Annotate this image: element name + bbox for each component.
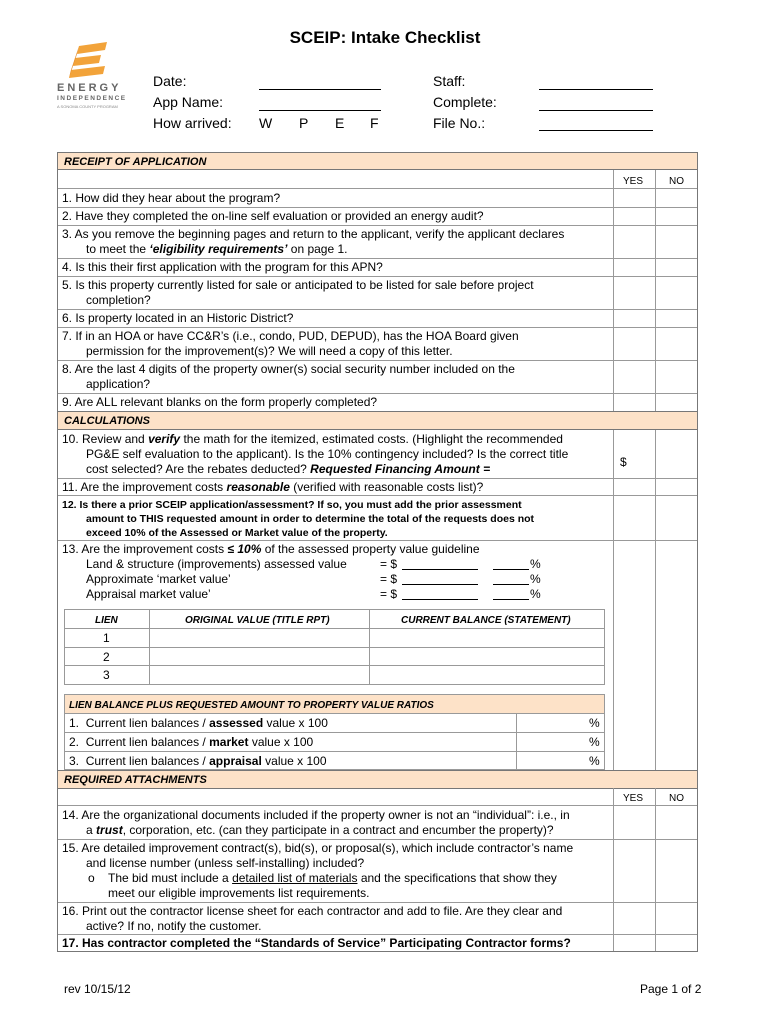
ratio-row-3: [69, 754, 327, 768]
financing-dollar[interactable]: $: [620, 455, 627, 469]
item-16-cont: active? If no, notify the customer.: [86, 919, 262, 933]
ratio-pct-2: %: [589, 735, 600, 749]
item-6: 6. Is property located in an Historic District?: [62, 311, 294, 325]
yes-header-2: YES: [623, 793, 644, 804]
pct-2: %: [530, 572, 541, 586]
amount-field-3[interactable]: [402, 599, 478, 600]
method-e[interactable]: E: [335, 115, 345, 131]
ratio-row-a: Current lien balances /: [85, 735, 206, 749]
bullet-o: o: [88, 871, 95, 885]
item-10-a: 10. Review and: [62, 432, 145, 446]
item-10-verify: verify: [148, 432, 181, 446]
item-13-a: 13. Are the improvement costs: [62, 542, 225, 556]
ratio-row-num: 1.: [69, 716, 80, 730]
item-15: 15. Are detailed improvement contract(s), bid(s), or proposal(s), which include contractor’s name: [62, 841, 574, 855]
item-15-cont: and license number (unless self-installing) included?: [86, 856, 365, 870]
item-5-cont: completion?: [86, 293, 151, 307]
date-label: Date:: [153, 73, 187, 89]
item-17: 17. Has contractor completed the “Standards of Service” Participating Contractor forms?: [62, 936, 571, 950]
item-14-d: , corporation, etc. (can they participate in a contract and encumber the property)?: [122, 823, 554, 837]
item-10-financing: Requested Financing Amount =: [310, 462, 491, 476]
page-number: Page 1 of 2: [640, 982, 702, 996]
item-3-cont-b: on page 1.: [290, 242, 348, 256]
ratio-row-c: value x 100: [251, 735, 314, 749]
item-15-bullet: [108, 871, 557, 885]
logo-line3: A SONOMA COUNTY PROGRAM: [57, 104, 118, 109]
ratio-row-2: [69, 735, 313, 749]
item-7: 7. If in an HOA or have CC&R’s (i.e., condo, PUD, DEPUD), has the HOA Board given: [62, 329, 519, 343]
app-name-label: App Name:: [153, 94, 224, 110]
land-structure-label: Land & structure (improvements) assessed value: [86, 557, 347, 571]
item-16: 16. Print out the contractor license sheet for each contractor and add to file. Are they clear and: [62, 904, 563, 918]
pct-field-2[interactable]: [493, 584, 529, 585]
eq-dollar-3: = $: [380, 587, 398, 601]
lien-row-3: 3: [103, 668, 110, 682]
market-value-label: Approximate ‘market value’: [86, 572, 231, 586]
ratio-row-b: assessed: [209, 716, 264, 730]
original-value-header: ORIGINAL VALUE (TITLE RPT): [185, 615, 330, 626]
date-field[interactable]: [259, 89, 381, 90]
item-14: 14. Are the organizational documents included if the property owner is not an “individual”: i.e., in: [62, 808, 570, 822]
ratio-row-b: market: [209, 735, 249, 749]
section-required-title: REQUIRED ATTACHMENTS: [64, 774, 207, 786]
item-13: [62, 542, 480, 556]
staff-field[interactable]: [539, 89, 653, 90]
checklist-table: [57, 152, 698, 952]
file-no-label: File No.:: [433, 115, 486, 131]
ratio-row-num: 3.: [69, 754, 80, 768]
item-10-e: cost selected? Are the rebates deducted?: [86, 462, 307, 476]
item-7-cont: permission for the improvement(s)? We will need a copy of this letter.: [86, 344, 453, 358]
amount-field-1[interactable]: [402, 569, 478, 570]
item-4: 4. Is this their first application with the program for this APN?: [62, 260, 383, 274]
ratio-row-a: Current lien balances /: [85, 716, 206, 730]
pct-field-3[interactable]: [493, 599, 529, 600]
item-12-line3: exceed 10% of the Assessed or Market value of the property.: [86, 527, 388, 539]
ratio-row-c: value x 100: [265, 754, 327, 768]
method-p[interactable]: P: [299, 115, 309, 131]
item-14-b: a: [86, 823, 93, 837]
item-3-cont: [86, 242, 348, 256]
item-15-c: The bid must include a: [108, 871, 229, 885]
item-12-line2: amount to THIS requested amount in order to determine the total of the requests does not: [86, 513, 535, 525]
lien-row-1: 1: [103, 631, 110, 645]
item-5: 5. Is this property currently listed for sale or anticipated to be listed for sale before project: [62, 278, 534, 292]
ratio-row-1: [69, 716, 328, 730]
item-11: [62, 480, 483, 494]
staff-label: Staff:: [433, 73, 466, 89]
item-11-reasonable: reasonable: [226, 480, 290, 494]
item-11-c: (verified with reasonable costs list)?: [293, 480, 484, 494]
pct-1: %: [530, 557, 541, 571]
item-9: 9. Are ALL relevant blanks on the form properly completed?: [62, 395, 378, 409]
item-3: 3. As you remove the beginning pages and return to the applicant, verify the applicant declares: [62, 227, 565, 241]
item-13-c: of the assessed property value guideline: [264, 542, 480, 556]
item-10: [62, 432, 563, 446]
complete-label: Complete:: [433, 94, 497, 110]
complete-field[interactable]: [539, 110, 653, 111]
section-header: [58, 411, 697, 430]
item-10-c: the math for the itemized, estimated costs. (Highlight the recommended: [183, 432, 563, 446]
energy-independence-logo: [55, 42, 130, 117]
page-title: SCEIP: Intake Checklist: [289, 28, 481, 47]
item-10-line3: [86, 462, 490, 476]
lien-header: LIEN: [95, 615, 118, 626]
ratio-row-c: value x 100: [266, 716, 328, 730]
method-f[interactable]: F: [370, 115, 379, 131]
item-8: 8. Are the last 4 digits of the property owner(s) social security number included on the: [62, 362, 515, 376]
item-2: 2. Have they completed the on-line self evaluation or provided an energy audit?: [62, 209, 484, 223]
eligibility-link: ‘eligibility requirements’: [149, 242, 288, 256]
revision-date: rev 10/15/12: [64, 982, 131, 996]
method-w[interactable]: W: [259, 115, 273, 131]
ratio-row-a: Current lien balances /: [85, 754, 206, 768]
item-11-a: 11. Are the improvement costs: [62, 480, 224, 494]
eq-dollar-2: = $: [380, 572, 398, 586]
ratio-header: LIEN BALANCE PLUS REQUESTED AMOUNT TO PROPERTY VALUE RATIOS: [69, 700, 434, 711]
lien-table: [64, 609, 605, 685]
item-15-e: and the specifications that show they: [360, 871, 557, 885]
appraisal-label: Appraisal market value’: [86, 587, 211, 601]
ratio-pct-3: %: [589, 754, 600, 768]
yes-header: YES: [623, 176, 644, 187]
logo-line2: INDEPENDENCE: [57, 95, 127, 102]
item-12: 12. Is there a prior SCEIP application/assessment? If so, you must add the prior assessment: [62, 499, 522, 511]
amount-field-2[interactable]: [402, 584, 478, 585]
current-balance-header: CURRENT BALANCE (STATEMENT): [401, 615, 571, 626]
no-header-2: NO: [669, 793, 684, 804]
no-header: NO: [669, 176, 684, 187]
pct-field-1[interactable]: [493, 569, 529, 570]
item-10-line2: PG&E self evaluation to the applicant). Is the 10% contingency included? Is the correct title: [86, 447, 569, 461]
ratio-pct-1: %: [589, 716, 600, 730]
item-15-materials: detailed list of materials: [232, 871, 358, 885]
item-15-bullet-cont: meet our eligible improvements list requirements.: [108, 886, 370, 900]
how-arrived-label: How arrived:: [153, 115, 232, 131]
section-calculations-title: CALCULATIONS: [64, 415, 150, 427]
item-1: 1. How did they hear about the program?: [62, 191, 281, 205]
ratio-row-num: 2.: [69, 735, 80, 749]
item-8-cont: application?: [86, 377, 151, 391]
ratio-row-b: appraisal: [209, 754, 262, 768]
file-no-field[interactable]: [539, 130, 653, 131]
item-13-pct: ≤ 10%: [227, 542, 262, 556]
ratio-table: [64, 694, 605, 770]
app-name-field[interactable]: [259, 110, 381, 111]
section-receipt-title: RECEIPT OF APPLICATION: [64, 156, 207, 168]
item-14-cont: [86, 823, 554, 837]
logo-line1: ENERGY: [57, 82, 122, 94]
item-14-trust: trust: [96, 823, 123, 837]
lien-row-2: 2: [103, 650, 110, 664]
item-3-cont-a: to meet the: [86, 242, 147, 256]
eq-dollar-1: = $: [380, 557, 398, 571]
pct-3: %: [530, 587, 541, 601]
